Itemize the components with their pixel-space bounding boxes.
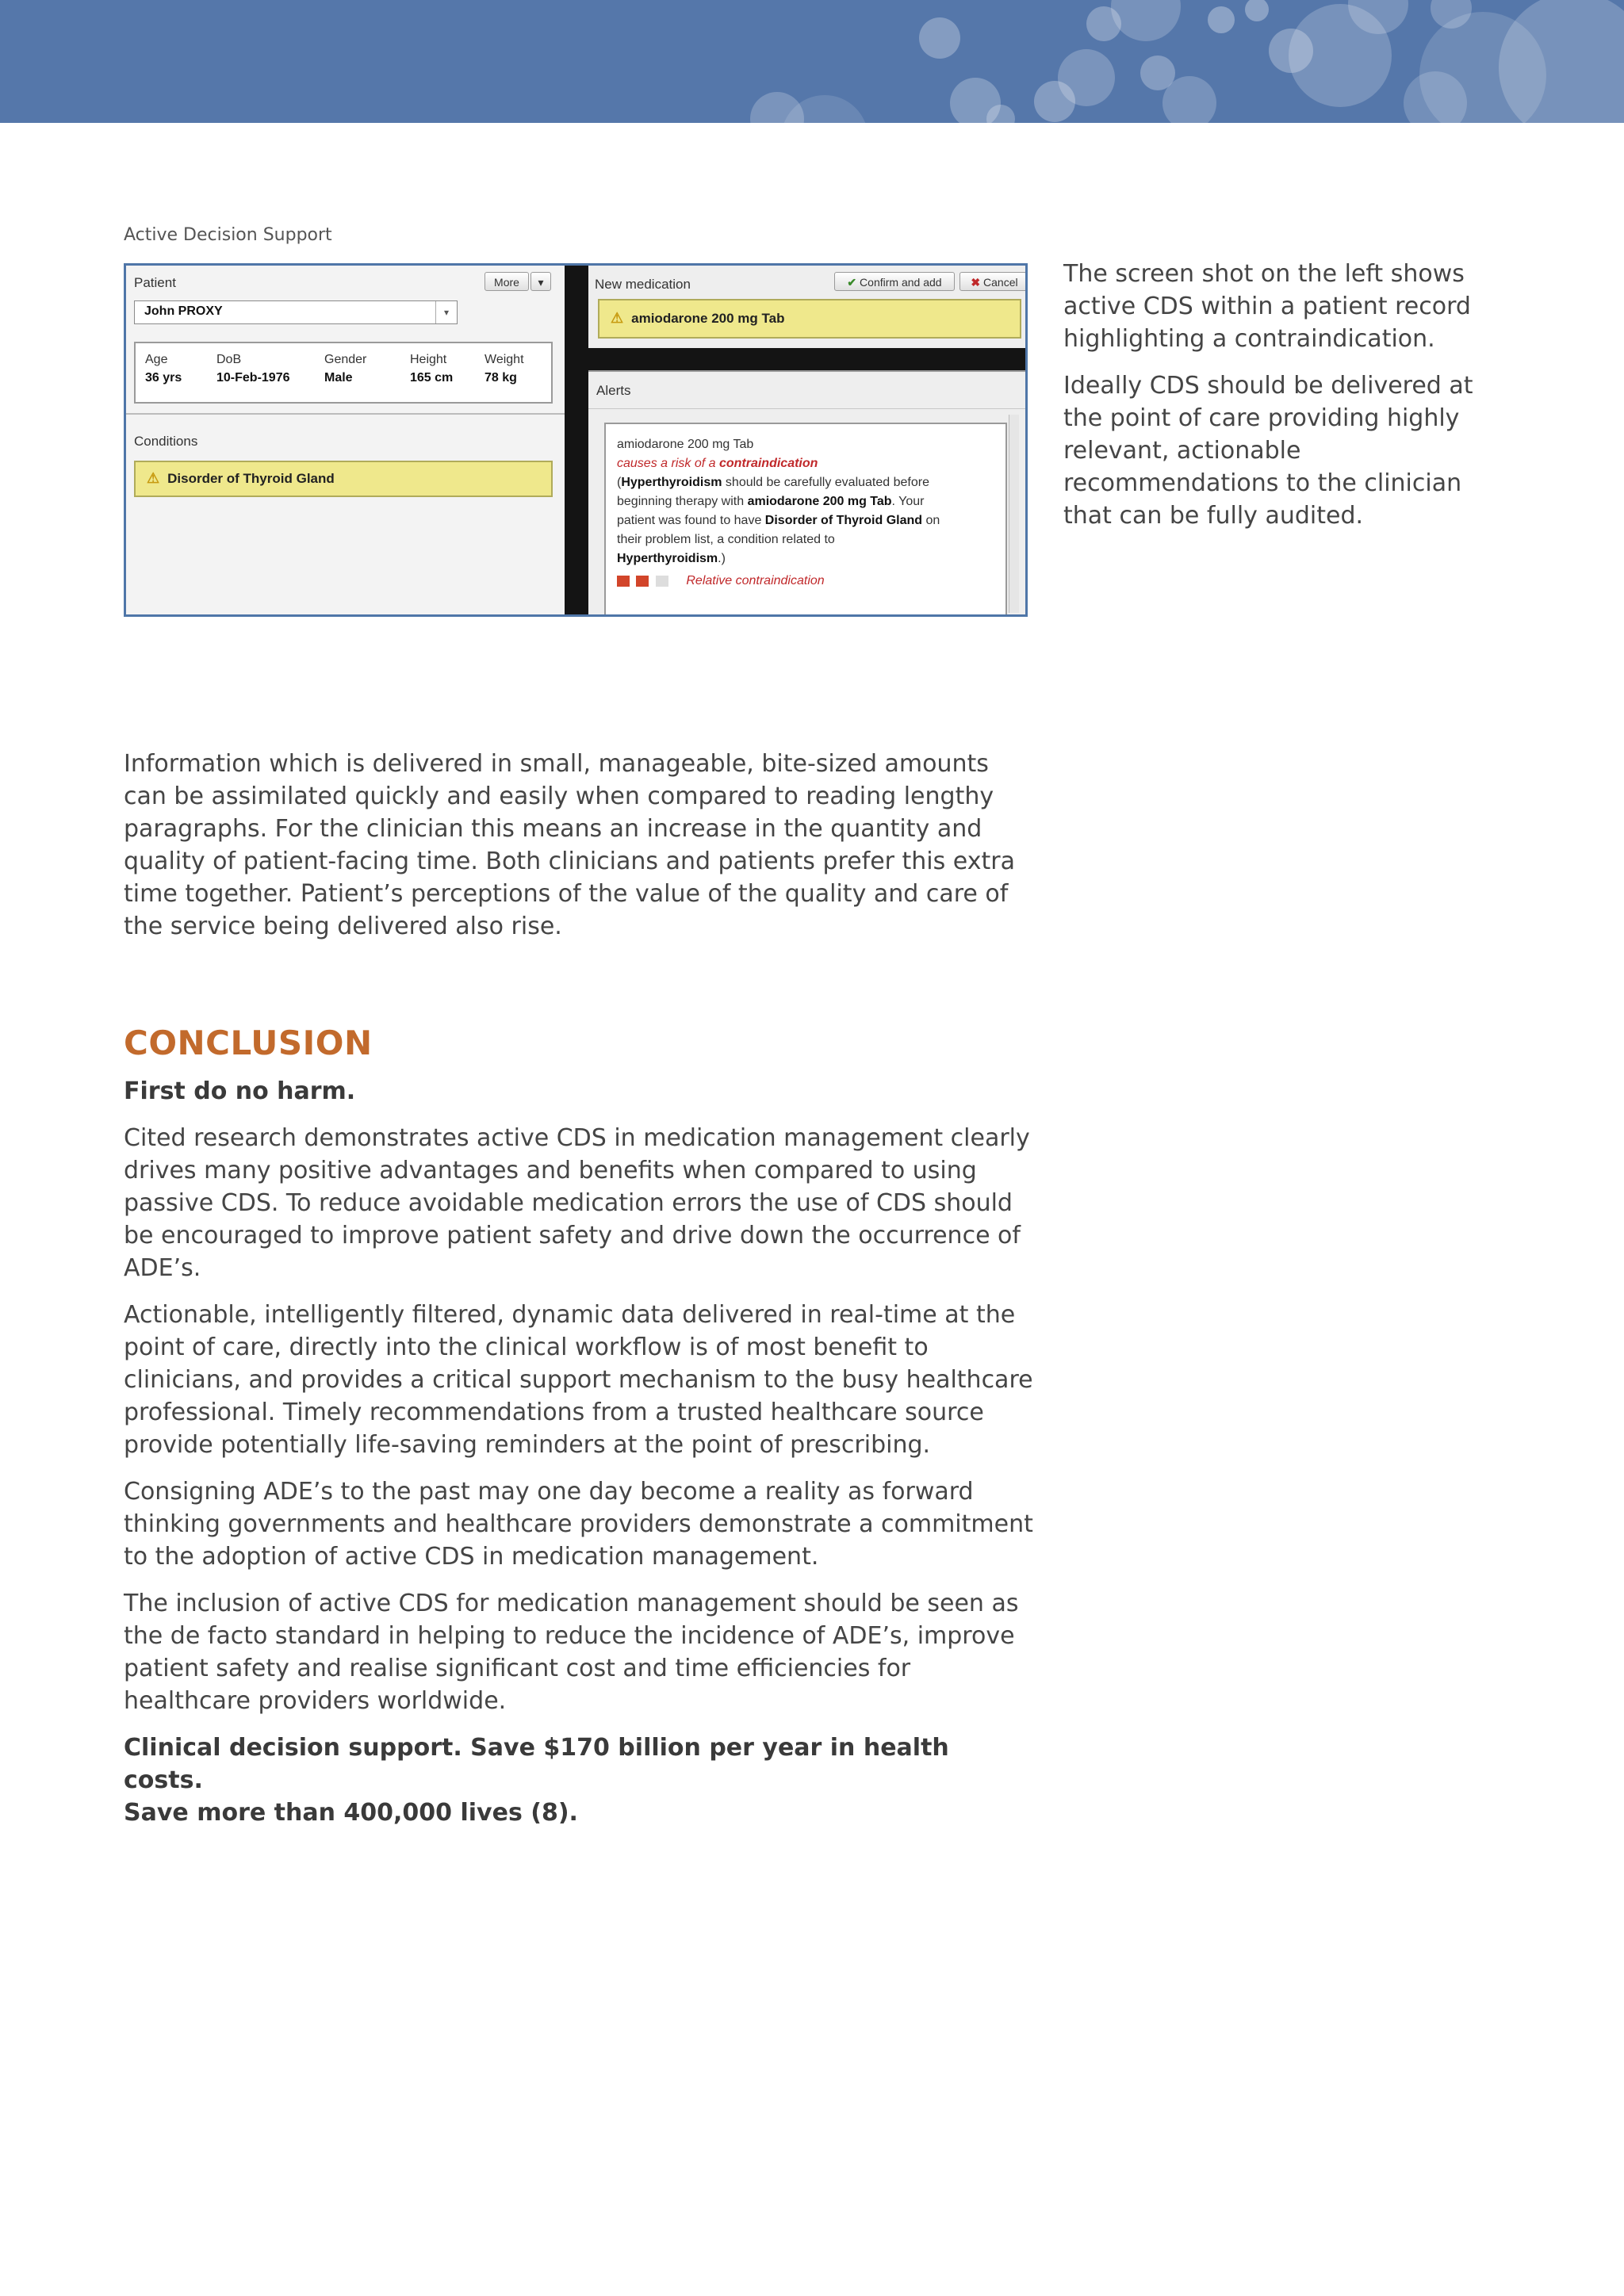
flag-icon: [636, 576, 649, 587]
alert-drug: amiodarone 200 mg Tab: [617, 438, 754, 451]
warning-icon: ⚠: [147, 470, 160, 486]
medication-panel: [588, 266, 1025, 614]
text: should be carefully evaluated before: [722, 476, 929, 489]
figure-caption: Active Decision Support: [124, 225, 332, 245]
new-medication-item[interactable]: [598, 299, 1021, 339]
cds-screenshot: [124, 263, 1028, 617]
demo-gender: [324, 353, 366, 385]
alerts-scrollbar[interactable]: [1009, 415, 1019, 613]
check-icon: ✔: [847, 276, 857, 289]
text: on: [922, 514, 940, 527]
text: . Your: [891, 495, 925, 508]
cause-prefix: causes a risk of a: [617, 457, 719, 470]
paragraph: The screen shot on the left shows active CDS within a patient record highlighting a contraindication.: [1063, 260, 1471, 353]
text: .): [718, 552, 726, 565]
demo-height: [410, 353, 453, 385]
text: (: [617, 476, 622, 489]
demo-age: [145, 353, 182, 385]
separator-bar: [588, 348, 1025, 370]
demo-value: 10-Feb-1976: [216, 371, 290, 385]
medication-text: amiodarone 200 mg Tab: [631, 311, 785, 326]
demo-value: Male: [324, 371, 353, 385]
header-banner: [0, 0, 1624, 123]
patient-label: Patient: [134, 275, 176, 290]
condition-item[interactable]: [134, 461, 553, 497]
info-section: [124, 748, 1036, 957]
cancel-label: Cancel: [983, 276, 1018, 289]
cause-keyword: contraindication: [718, 457, 818, 470]
alert-card[interactable]: [604, 423, 1007, 617]
text: patient was found to have: [617, 514, 765, 527]
text: beginning therapy with: [617, 495, 748, 508]
lead-line: First do no harm.: [124, 1077, 356, 1105]
text: Hyperthyroidism: [621, 476, 722, 489]
text: amiodarone 200 mg Tab: [747, 495, 892, 508]
demo-dob: [216, 353, 290, 385]
patient-name: John PROXY: [144, 304, 223, 318]
paragraph: Actionable, intelligently filtered, dynamic data delivered in real-time at the point of care, directly into the clinical workflow is of most benefit to clinicians, and provides a critical support mechanism to the busy healthcare professional. Timely recommendations from a trusted healthcare source provide potentially life-saving reminders at the point of prescribing.: [124, 1301, 1033, 1459]
closing-line: Clinical decision support. Save $170 billion per year in health costs.: [124, 1734, 949, 1794]
flag-icon: [617, 576, 630, 587]
pane-divider: [565, 266, 588, 614]
severity-label: Relative contraindication: [686, 574, 825, 587]
divider: [588, 408, 1025, 409]
bubble-decoration: [0, 0, 1624, 123]
demo-header: Height: [410, 353, 447, 366]
chevron-down-icon[interactable]: ▾: [435, 301, 457, 323]
chevron-down-icon: ▾: [538, 276, 544, 289]
paragraph: Cited research demonstrates active CDS in medication management clearly drives many positive advantages and benefits when compared to using passive CDS. To reduce avoidable medication errors the use of CDS should be encouraged to improve patient safety and drive down the occurrence of ADE’s.: [124, 1124, 1030, 1282]
paragraph: Ideally CDS should be delivered at the point of care providing highly relevant, actionable recommendations to the clinician that can be fully audited.: [1063, 372, 1473, 530]
demo-header: Weight: [485, 353, 524, 366]
demo-weight: [485, 353, 524, 385]
new-medication-label: New medication: [595, 277, 691, 292]
patient-panel: [126, 266, 565, 614]
alert-detail: [617, 473, 994, 568]
section-heading: CONCLUSION: [124, 1024, 373, 1062]
conditions-label: Conditions: [134, 434, 198, 449]
demo-value: 165 cm: [410, 371, 454, 385]
close-icon: ✖: [971, 276, 981, 289]
divider: [126, 413, 565, 415]
flag-icon: [656, 576, 668, 587]
alerts-label: Alerts: [596, 383, 631, 398]
confirm-label: Confirm and add: [860, 276, 942, 289]
demo-value: 36 yrs: [145, 371, 182, 385]
condition-text: Disorder of Thyroid Gland: [167, 471, 335, 486]
paragraph: The inclusion of active CDS for medication management should be seen as the de facto standard in helping to reduce the incidence of ADE’s, improve patient safety and realise significant cost and time efficiencies for healthcare providers worldwide.: [124, 1590, 1019, 1715]
more-dropdown-button[interactable]: [530, 272, 551, 291]
demo-header: Age: [145, 353, 168, 366]
paragraph: Information which is delivered in small, manageable, bite-sized amounts can be assimilated quickly and easily when compared to reading lengthy paragraphs. For the clinician this means an increase in the quantity and quality of patient-facing time. Both clinicians and patients prefer this extra time together. Patient’s perceptions of the value of the quality and care of the service being delivered also rise.: [124, 750, 1015, 940]
text: their problem list, a condition related to: [617, 533, 835, 546]
demo-header: DoB: [216, 353, 242, 366]
paragraph: Consigning ADE’s to the past may one day become a reality as forward thinking governments and healthcare providers demonstrate a commitment to the adoption of active CDS in medication management.: [124, 1478, 1033, 1571]
screenshot-description: [1063, 258, 1507, 546]
divider: [588, 370, 1025, 372]
alert-cause: [617, 454, 994, 473]
patient-select[interactable]: [134, 300, 458, 324]
demographics-box: [134, 342, 553, 404]
text: Hyperthyroidism: [617, 552, 718, 565]
demo-header: Gender: [324, 353, 367, 366]
cancel-button[interactable]: [959, 272, 1028, 291]
closing-line: Save more than 400,000 lives (8).: [124, 1799, 578, 1827]
warning-icon: ⚠: [611, 310, 624, 326]
conclusion-section: [124, 1024, 1036, 1843]
demo-value: 78 kg: [485, 371, 517, 385]
severity-row: [617, 572, 994, 591]
more-button[interactable]: More: [485, 272, 529, 291]
confirm-and-add-button[interactable]: [834, 272, 955, 291]
text: Disorder of Thyroid Gland: [764, 514, 923, 527]
closing-statement: [124, 1732, 1036, 1829]
